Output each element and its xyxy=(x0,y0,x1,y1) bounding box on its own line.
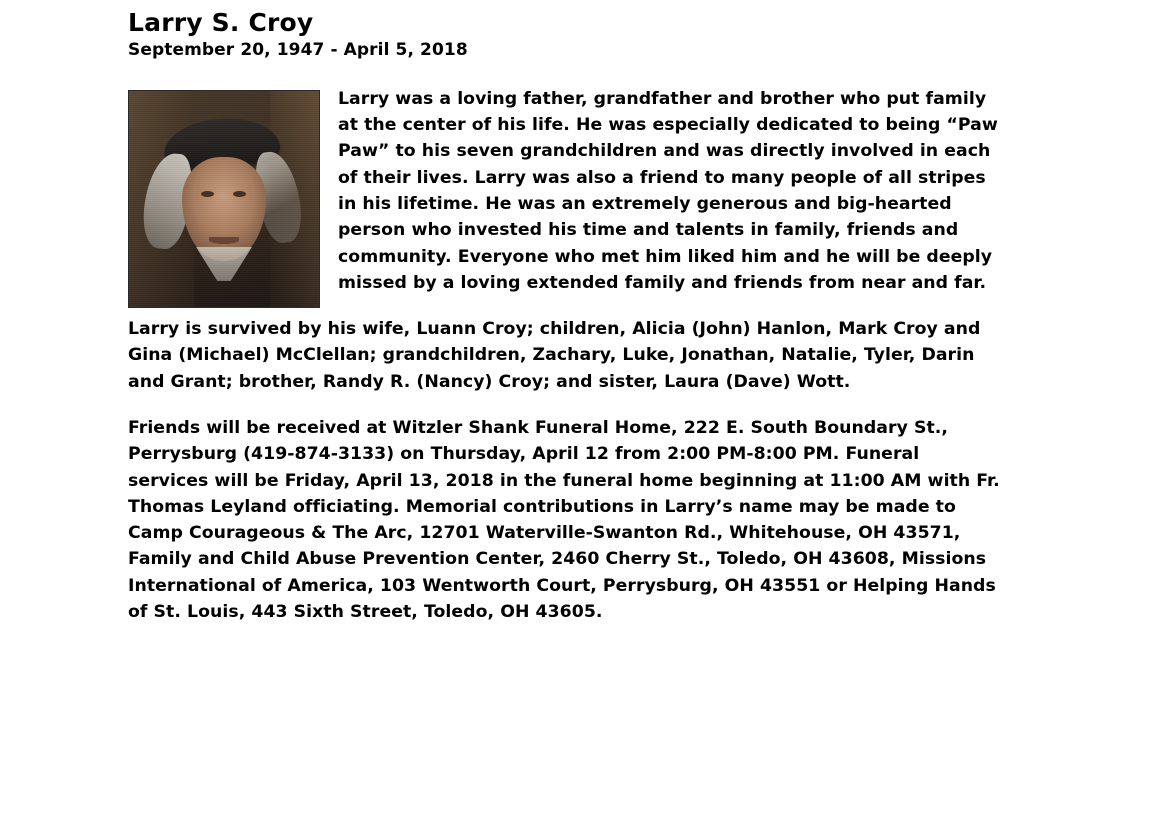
photo-mouth xyxy=(209,237,239,244)
paragraph-services: Friends will be received at Witzler Shank Funeral Home, 222 E. South Boundary St., Perrysburg (419-874-3133) on Thursday, April 12 from 2:00 PM-8:00 PM. Funeral services will be Friday, April 13, 2018 in the funeral home beginning at 11:00 AM with Fr. Thomas Leyland officiating. Memorial contributions in Larry’s name may be made to Camp Courageous & The Arc, 12701 Waterville-Swanton Rd., Whitehouse, OH 43571, Family and Child Abuse Prevention Center, 2460 Cherry St., Toledo, OH 43608, Missions International of America, 103 Wentworth Court, Perrysburg, OH 43551 or Helping Hands of St. Louis, 443 Sixth Street, Toledo, OH 43605. xyxy=(128,417,1000,622)
photo-eye-right xyxy=(233,191,246,197)
paragraph-survivors: Larry is survived by his wife, Luann Croy; children, Alicia (John) Hanlon, Mark Croy and Gina (Michael) McClellan; grandchildren, Zachary, Luke, Jonathan, Natalie, Tyler, Darin and Grant; brother, Randy R. (Nancy) Croy; and sister, Laura (Dave) Wott. xyxy=(128,319,981,392)
paragraph-biography: Larry was a loving father, grandfather and brother who put family at the center of his life. He was especially dedicated to being “Paw Paw” to his seven grandchildren and was directly involved in each of their lives. Larry was also a friend to many people of all stripes in his lifetime. He was an extremely generous and big-hearted person who invested his time and talents in family, friends and community. Everyone who met him liked him and he will be deeply missed by a loving extended family and friends from near and far. xyxy=(338,88,998,293)
life-dates: September 20, 1947 - April 5, 2018 xyxy=(128,39,468,60)
photo-eye-left xyxy=(201,191,214,197)
page-title: Larry S. Croy xyxy=(128,8,314,37)
portrait-photo xyxy=(128,90,320,308)
obituary-body xyxy=(128,86,1002,625)
